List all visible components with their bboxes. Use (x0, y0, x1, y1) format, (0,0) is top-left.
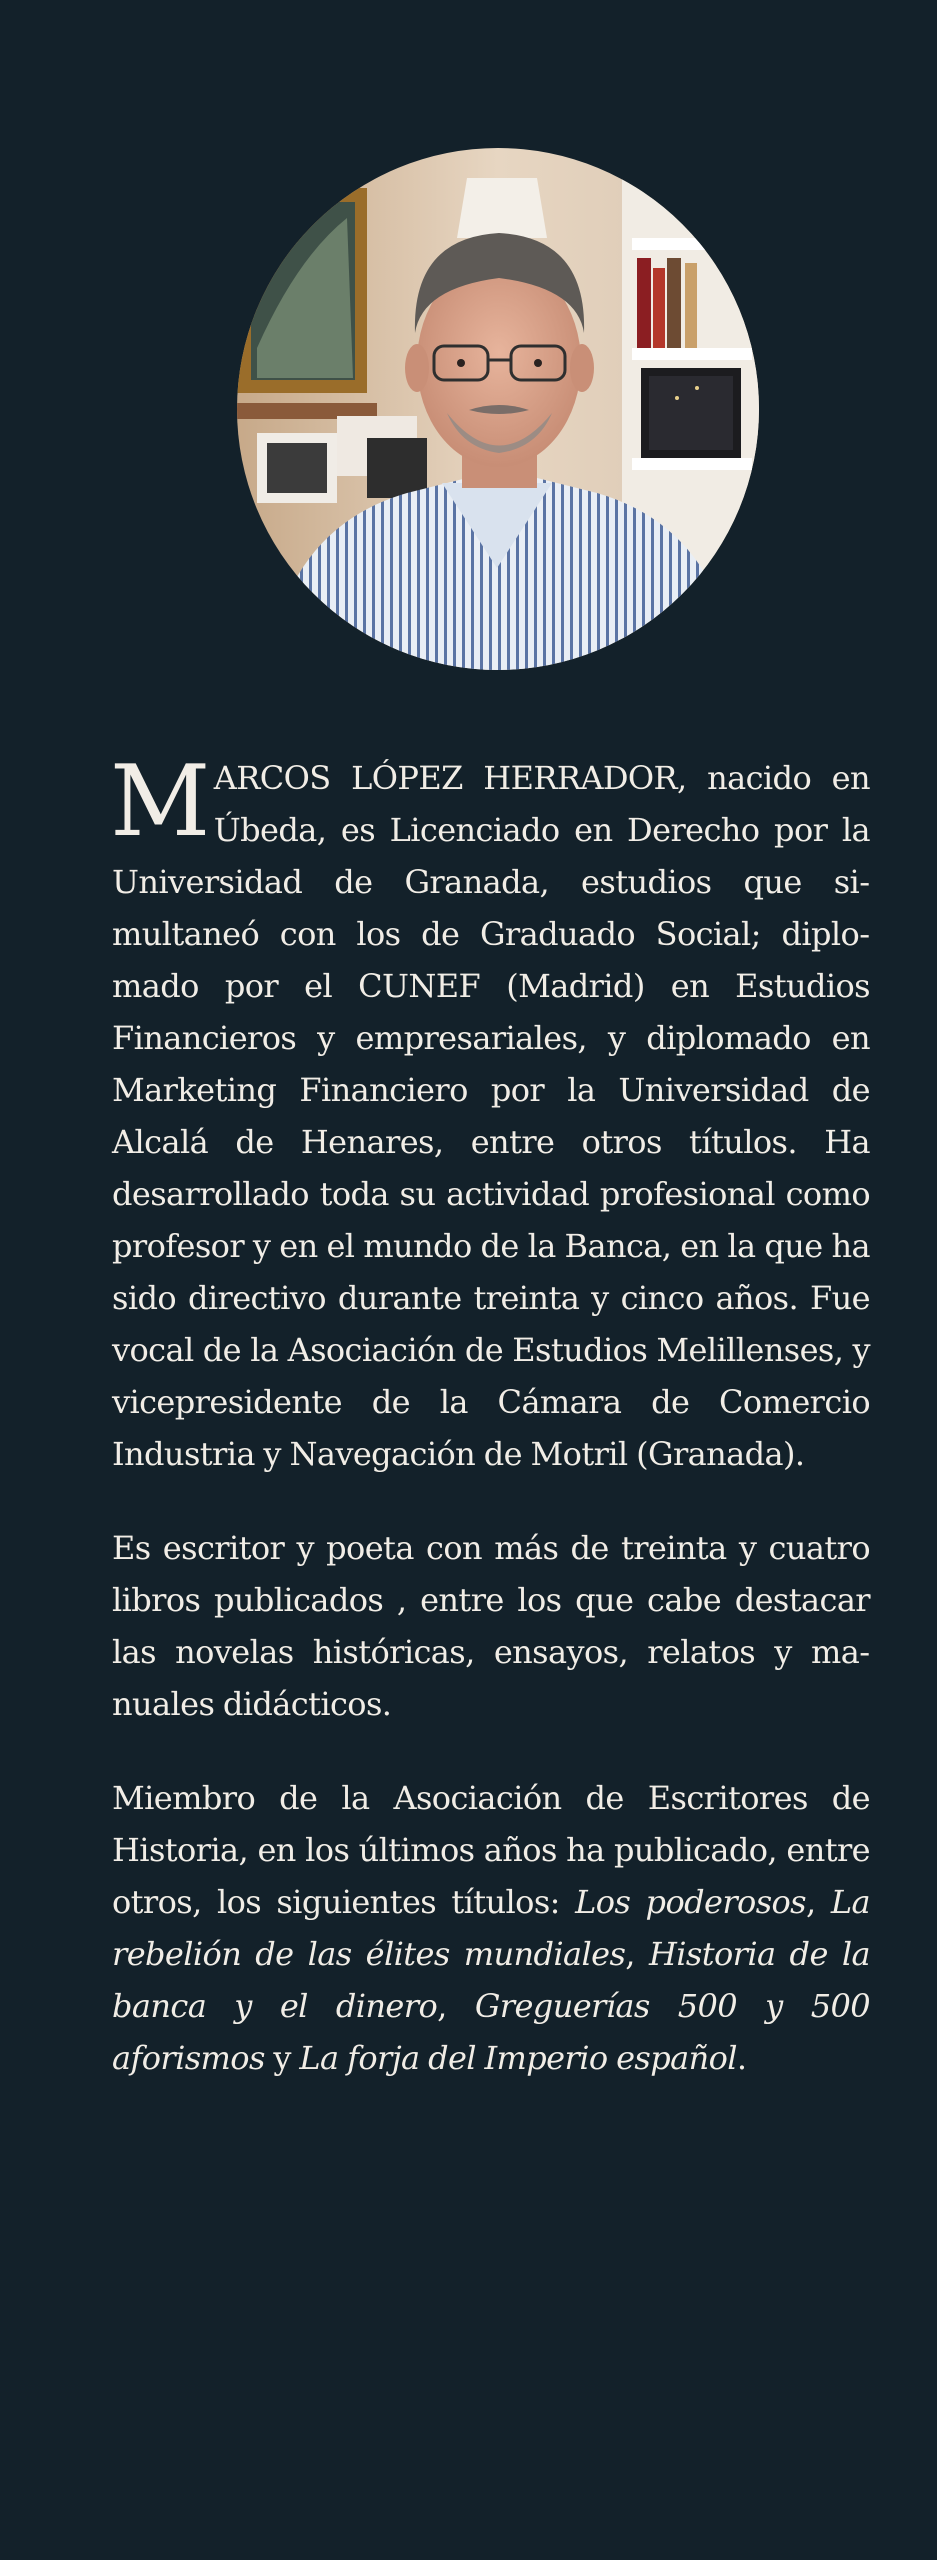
book-title: La forja del Imperio español (299, 2039, 737, 2077)
drop-cap: M (110, 745, 210, 859)
book-title: Historia de la banca y el dinero (112, 1935, 870, 2025)
separator: , (806, 1883, 831, 1921)
bio-paragraph-1-text: , nacido en Úbeda, es Licenciado en Derecho por la Universidad de Granada, estudios que simultaneó con los de Graduado Social; diplomado por el CUNEF (Madrid) en Estudios Financieros y empresariales, y diplomado en Marketing Financiero por la Universidad de Alcalá de Henares, entre otros títulos. Ha desarrollado toda su actividad profesional como profesor y en el mundo de la Banca, en la que ha sido directivo durante treinta y cinco años. Fue vocal de la Asociación de Estudios Melillenses, y vicepresidente de la Cámara de Comercio Industria y Navegación de Motril (Granada). (112, 759, 870, 1473)
separator: , (625, 1935, 649, 1973)
author-photo (237, 148, 759, 670)
book-title: La rebelión de las élites mundiales (112, 1883, 870, 1973)
separator: y (264, 2039, 300, 2077)
author-name: ARCOS LÓPEZ HERRADOR (213, 759, 678, 797)
book-title: Los poderosos (575, 1883, 806, 1921)
separator: , (437, 1987, 475, 2025)
author-portrait (237, 148, 759, 670)
bio-paragraph-1 (110, 745, 870, 1480)
bio-paragraph-2 (112, 1522, 870, 1730)
bio-paragraph-3-intro: Miembro de la Asociación de Escritores de Historia, en los últimos años ha publicado, entre otros, los siguientes títulos: (112, 1779, 870, 1921)
bio-paragraph-2-text: Es escritor y poeta con más de treinta y cuatro libros publicados , entre los que cabe destacar las novelas históricas, ensayos, relatos y manuales didácticos. (112, 1529, 870, 1723)
book-title: Greguerías 500 y 500 aforismos (112, 1987, 870, 2077)
bio-paragraph-3 (112, 1772, 870, 2084)
separator: . (736, 2039, 747, 2077)
author-bio (110, 745, 870, 2126)
